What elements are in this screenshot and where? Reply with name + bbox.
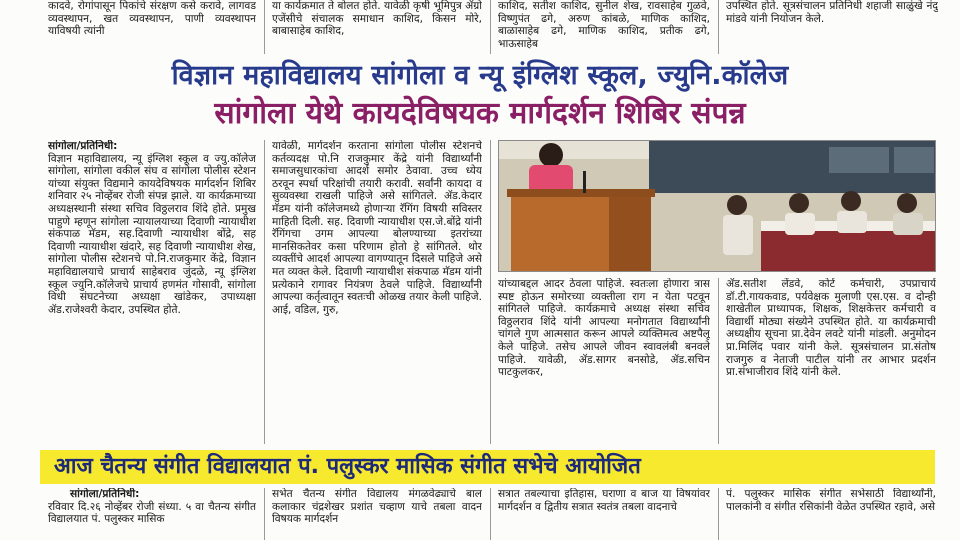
article-column-4: ॲड.सतीश लेंडवे, कोर्ट कर्मचारी, उपप्राचार्य डॉ.टी.गायकवाड, पर्यवेक्षक मुलाणी एस.एस. व दोन्ही शाखेतील प्राध्यापक, शिक्षक, शिक्षकेत्तर कर्मचारी व विद्यार्थी मोठ्या संख्येने उपस्थित होते. या कार्यक्रमाची अध्यक्षीय सूचना प्रा.देवेन लवटे यांनी मांडली. अनुमोदन प्रा.मिलिंद पवार यांनी केले. सूत्रसंचालन प्रा.संतोष राजगुरु व नेताजी पाटील यांनी तर आभार प्रदर्शन प्रा.संभाजीराव शिंदे यांनी केले.: [726, 278, 936, 379]
headline-line-2: सांगोला येथे कायदेविषयक मार्गदर्शन शिबिर संपन्न: [214, 96, 746, 131]
column-rule: [490, 488, 491, 540]
top-column-2: या कार्यक्रमात ते बोलत होते. यावेळी कृषी भूमिपुत्र ॲग्रो एजेंसीचे संचालक समाधान काशिद, किसन मोरे, बाबासाहेब काशिद,: [272, 0, 482, 38]
music-column-3: सत्रात तबल्याचा इतिहास, घराणा व बाज या विषयांवर मार्गदर्शन व द्वितीय सत्रात स्वतंत्र तबला वादनाचे: [498, 488, 710, 513]
photo-banner: [649, 141, 936, 193]
column-rule: [718, 0, 719, 54]
article-column-2: यावेळी, मार्गदर्शन करताना सांगोला पोलीस स्टेशनचे कर्तव्यदक्ष पो.नि राजकुमार केंद्रे यांनी विद्यार्थ्यांनी समाजसुधारकांचा आदर्श समोर ठेवावा. उच्च ध्येय ठरवून स्पर्धा परिक्षांची तयारी करावी. सर्वांनी कायदा व सुव्यवस्था राखली पाहिजे असे सांगितले. ॲड.केदार मॅडम यांनी कॉलेजमध्ये होणाऱ्या रॅगिंग विषयी सविस्तर माहिती दिली. सह. दिवाणी न्यायाधीश एस.जे.बोंद्रे यांनी रॅगिंगचा उगम आपल्या बोलण्याच्या इतरांच्या मानसिकतेवर कसा परिणाम होतो हे सांगितले. थोर व्यक्तींचे आदर्श आपल्या वागण्यातून दिसले पाहिजे असे मत व्यक्त केले. दिवाणी न्यायाधीश संकपाळ मॅडम यांनी प्रत्येकाने रागावर नियंत्रण ठेवले पाहिजे. विद्यार्थ्यांनी आपल्या कर्तृत्वातून स्वतःची ओळख तयार केली पाहिजे. आई, वडिल, गुरु,: [272, 140, 482, 316]
music-body-1: रविवार दि.२६ नोव्हेंबर रोजी संध्या. ५ वा चैतन्य संगीत विद्यालयात पं. पलुस्कर मासिक: [48, 500, 256, 526]
music-article-headline: आज चैतन्य संगीत विद्यालयात पं. पलुस्कर मासिक संगीत सभेचे आयोजित: [54, 454, 641, 479]
column-rule: [490, 0, 491, 54]
music-article-headline-band: [40, 450, 935, 484]
column-rule: [264, 0, 265, 54]
photo-window: [829, 147, 889, 173]
photo-speaker-head: [539, 143, 563, 167]
photo-guest-head: [789, 193, 809, 213]
column-rule: [490, 140, 491, 444]
photo-guest-body: [837, 211, 867, 233]
photo-guest-head: [897, 193, 917, 213]
photo-guest-head: [841, 191, 861, 211]
main-headline: [0, 58, 960, 136]
photo-microphone: [583, 171, 586, 193]
photo-window: [894, 147, 934, 173]
column-rule: [718, 278, 719, 444]
column-rule: [718, 488, 719, 540]
article-dateline: सांगोला/प्रतिनिधी:: [48, 140, 118, 152]
music-column-2: सभेत चैतन्य संगीत विद्यालय मंगळवेढ्याचे बाल कलाकार चंद्रशेखर प्रशांत चव्हाण याचे तबला वादन विषयक मार्गदर्शन: [272, 488, 482, 526]
event-photo-illustration: [499, 141, 936, 272]
photo-podium-shadow: [609, 197, 651, 272]
photo-guest-body: [723, 215, 753, 255]
music-column-4: पं. पलुस्कर मासिक संगीत सभेसाठी विद्यार्थ्यांनी, पालकांनी व संगीत रसिकांनी वेळेत उपस्थित रहावे, असे: [726, 488, 936, 513]
headline-line-1: विज्ञान महाविद्यालय सांगोला व न्यू इंग्लिश स्कूल, ज्युनि.कॉलेज: [171, 60, 789, 91]
music-column-1: [48, 488, 256, 540]
article-body-1: विज्ञान महाविद्यालय, न्यू इंग्लिश स्कूल व ज्यु.कॉलेज सांगोला, सांगोला वकील संघ व सांगोला पोलीस स्टेशन यांच्या संयुक्त विद्यमाने कायदेविषयक मार्गदर्शन शिबिर शनिवार २५ नोव्हेंबर रोजी संपन्न झाले. या कार्यक्रमाच्या अध्यक्षस्थानी संस्था सचिव विठ्ठलराव शिंदे होते. प्रमुख पाहुणे म्हणून सांगोला न्यायालयाच्या दिवाणी न्यायाधीश संकपाळ मॅडम, सह.दिवाणी न्यायाधीश बोंद्रे, सह दिवाणी न्यायाधीश खंदारे, सह दिवाणी न्यायाधीश शेख, सांगोला पोलीस स्टेशनचे पो.नि.राजकुमार केंद्रे, विज्ञान महाविद्यालयाचे प्राचार्य साहेबराव जुंदळे, न्यू इंग्लिश स्कूल ज्युनि.कॉलेजचे प्राचार्य हणमंत गोसावी, सांगोला विधी संघटनेच्या अध्यक्षा खांडेकर, उपाध्यक्षा ॲड.राजेश्वरी केदार, उपस्थित होते.: [48, 152, 256, 316]
photo-guest-head: [727, 195, 747, 215]
event-photo: [498, 140, 936, 272]
top-column-3: काशिद, सतीश काशिद, सुनील शेख, रावसाहेब गुळवे, विष्णुपंत ढगे, अरुण कांबळे, माणिक काशिद, बाळासाहेब ढगे, माणिक काशिद, प्रतीक ढगे, भाऊसाहेब: [498, 0, 710, 50]
photo-guest-body: [785, 213, 815, 235]
music-dateline: सांगोला/प्रतिनिधी:: [70, 488, 140, 500]
column-rule: [264, 140, 265, 444]
photo-podium-top: [507, 189, 655, 197]
article-column-3: यांच्याबद्दल आदर ठेवला पाहिजे. स्वतःला होणारा त्रास स्पष्ट होऊन समोरच्या व्यक्तीला राग न येता पटवून सांगितले पाहिजे. कार्यक्रमाचे अध्यक्ष संस्था सचिव विठ्ठलराव शिंदे यांनी आपल्या मनोगतात विद्यार्थ्यांनी चांगले गुण आत्मसात करून आपले व्यक्तिमत्व अष्टपैलू केले पाहिजे. तसेच आपले जीवन स्वावलंबी बनवले पाहिजे. यावेळी, ॲड.सागर बनसोडे, ॲड.सचिन पाटकुलकर,: [498, 278, 710, 379]
photo-guest-body: [893, 213, 923, 235]
top-column-1: कादवे, रोगांपासून पिकांचे संरक्षण कसे करावे, लागवड व्यवस्थापन, खत व्यवस्थापन, पाणी व्यवस्थापन याविषयी त्यांनी: [48, 0, 256, 38]
column-rule: [264, 488, 265, 540]
top-column-4: उपस्थित होते. सूत्रसंचालन प्रतिनिधी शहाजी साळुंखे नंदु मांडवे यांनी नियोजन केले.: [726, 0, 938, 25]
article-column-1: [48, 140, 256, 444]
